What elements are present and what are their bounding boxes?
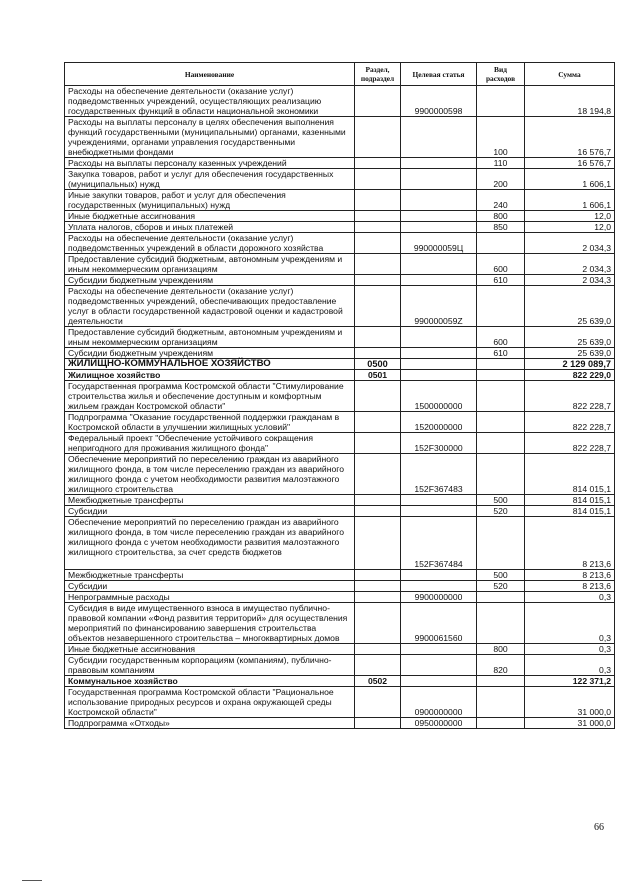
cell-name: Непрограммные расходы — [65, 592, 355, 603]
cell-article — [401, 275, 477, 286]
cell-section — [355, 86, 401, 117]
cell-name: Федеральный проект "Обеспечение устойчивого сокращения непригодного для проживания жилищного фонда" — [65, 433, 355, 454]
header-article: Целевая статья — [401, 63, 477, 86]
cell-expense-type — [477, 454, 525, 495]
table-row — [65, 718, 615, 729]
table-header-row — [65, 63, 615, 86]
table-row — [65, 603, 615, 644]
cell-name: Иные бюджетные ассигнования — [65, 211, 355, 222]
cell-article: 9900000598 — [401, 86, 477, 117]
cell-expense-type: 100 — [477, 117, 525, 158]
cell-article — [401, 370, 477, 381]
cell-article: 990000059Z — [401, 286, 477, 327]
cell-article — [401, 190, 477, 211]
cell-section — [355, 655, 401, 676]
cell-expense-type: 240 — [477, 190, 525, 211]
table-row — [65, 275, 615, 286]
cell-expense-type — [477, 603, 525, 644]
table-body — [65, 86, 615, 729]
cell-sum: 822 228,7 — [525, 381, 615, 412]
cell-sum: 25 639,0 — [525, 348, 615, 359]
cell-article: 152F367484 — [401, 517, 477, 570]
cell-expense-type: 820 — [477, 655, 525, 676]
cell-expense-type: 610 — [477, 348, 525, 359]
cell-name: Обеспечение мероприятий по переселению граждан из аварийного жилищного фонда, в том числе переселению граждан из аварийного жилищного фонда с учетом необходимости развития малоэтажного жилищного строительства, за счет средств бюджетов — [65, 517, 355, 570]
cell-name: Жилищное хозяйство — [65, 370, 355, 381]
cell-expense-type — [477, 592, 525, 603]
table-row — [65, 517, 615, 570]
cell-article — [401, 327, 477, 348]
cell-expense-type — [477, 359, 525, 370]
cell-sum: 814 015,1 — [525, 454, 615, 495]
table-row — [65, 570, 615, 581]
cell-section — [355, 117, 401, 158]
cell-section — [355, 190, 401, 211]
cell-expense-type — [477, 517, 525, 570]
cell-article — [401, 211, 477, 222]
cell-sum: 0,3 — [525, 603, 615, 644]
cell-name: Предоставление субсидий бюджетным, автономным учреждениям и иным некоммерческим организациям — [65, 327, 355, 348]
cell-section — [355, 592, 401, 603]
cell-section — [355, 644, 401, 655]
cell-name: Обеспечение мероприятий по переселению граждан из аварийного жилищного фонда, в том числе переселению граждан из аварийного жилищного фонда с учетом необходимости развития малоэтажного жилищного строительства — [65, 454, 355, 495]
cell-sum: 8 213,6 — [525, 517, 615, 570]
cell-article: 0900000000 — [401, 687, 477, 718]
table-row — [65, 169, 615, 190]
cell-name: Субсидии — [65, 506, 355, 517]
cell-sum: 8 213,6 — [525, 581, 615, 592]
table-row — [65, 222, 615, 233]
cell-expense-type: 600 — [477, 254, 525, 275]
cell-name: Закупка товаров, работ и услуг для обеспечения государственных (муниципальных) нужд — [65, 169, 355, 190]
cell-sum: 8 213,6 — [525, 570, 615, 581]
cell-section — [355, 517, 401, 570]
cell-section — [355, 718, 401, 729]
header-name: Наименование — [65, 63, 355, 86]
cell-article — [401, 222, 477, 233]
cell-sum: 0,3 — [525, 644, 615, 655]
cell-article: 990000059Ц — [401, 233, 477, 254]
cell-expense-type — [477, 433, 525, 454]
page-number: 66 — [594, 822, 604, 833]
table-row — [65, 495, 615, 506]
cell-sum: 31 000,0 — [525, 718, 615, 729]
cell-name: Межбюджетные трансферты — [65, 495, 355, 506]
cell-article: 1500000000 — [401, 381, 477, 412]
cell-sum: 31 000,0 — [525, 687, 615, 718]
cell-sum: 2 034,3 — [525, 275, 615, 286]
cell-sum: 822 228,7 — [525, 433, 615, 454]
cell-expense-type: 500 — [477, 495, 525, 506]
cell-name: Иные бюджетные ассигнования — [65, 644, 355, 655]
cell-expense-type — [477, 86, 525, 117]
cell-sum: 16 576,7 — [525, 117, 615, 158]
cell-name: Расходы на обеспечение деятельности (оказание услуг) подведомственных учреждений, осуществляющих реализацию государственных функций в области национальной экономики — [65, 86, 355, 117]
cell-section: 0500 — [355, 359, 401, 370]
cell-sum: 12,0 — [525, 211, 615, 222]
cell-expense-type: 520 — [477, 506, 525, 517]
cell-name: Иные закупки товаров, работ и услуг для обеспечения государственных (муниципальных) нужд — [65, 190, 355, 211]
cell-name: Расходы на выплаты персоналу в целях обеспечения выполнения функций государственными (муниципальными) органами, казенными учреждениями, органами управления государственными внебюджетными фондами — [65, 117, 355, 158]
cell-name: Субсидии бюджетным учреждениям — [65, 348, 355, 359]
footer-rule — [22, 880, 42, 881]
table-row — [65, 211, 615, 222]
cell-sum: 822 229,0 — [525, 370, 615, 381]
cell-section — [355, 275, 401, 286]
cell-sum: 0,3 — [525, 592, 615, 603]
table-row — [65, 359, 615, 370]
cell-expense-type — [477, 286, 525, 327]
cell-sum: 0,3 — [525, 655, 615, 676]
table-row — [65, 190, 615, 211]
cell-expense-type: 610 — [477, 275, 525, 286]
cell-name: Расходы на выплаты персоналу казенных учреждений — [65, 158, 355, 169]
table-row — [65, 327, 615, 348]
table-row — [65, 676, 615, 687]
cell-name: Государственная программа Костромской области "Стимулирование строительства жилья и обеспечение доступным и комфортным жильем граждан Костромской области" — [65, 381, 355, 412]
cell-article: 9900061560 — [401, 603, 477, 644]
table-row — [65, 348, 615, 359]
cell-section — [355, 454, 401, 495]
cell-section — [355, 603, 401, 644]
table-row — [65, 158, 615, 169]
cell-expense-type — [477, 381, 525, 412]
cell-section — [355, 169, 401, 190]
cell-name: Предоставление субсидий бюджетным, автономным учреждениям и иным некоммерческим организациям — [65, 254, 355, 275]
cell-expense-type — [477, 687, 525, 718]
table-row — [65, 644, 615, 655]
cell-expense-type: 600 — [477, 327, 525, 348]
cell-sum: 814 015,1 — [525, 506, 615, 517]
cell-section — [355, 286, 401, 327]
cell-article — [401, 570, 477, 581]
cell-expense-type: 800 — [477, 211, 525, 222]
cell-section — [355, 687, 401, 718]
cell-section — [355, 233, 401, 254]
cell-expense-type — [477, 676, 525, 687]
cell-sum: 16 576,7 — [525, 158, 615, 169]
cell-expense-type — [477, 233, 525, 254]
cell-name: Межбюджетные трансферты — [65, 570, 355, 581]
cell-section — [355, 348, 401, 359]
cell-name: Подпрограмма "Оказание государственной поддержки гражданам в Костромской области в улучшении жилищных условий" — [65, 412, 355, 433]
cell-name: Уплата налогов, сборов и иных платежей — [65, 222, 355, 233]
cell-sum: 822 228,7 — [525, 412, 615, 433]
cell-expense-type: 200 — [477, 169, 525, 190]
table-row — [65, 117, 615, 158]
cell-expense-type: 800 — [477, 644, 525, 655]
cell-expense-type: 520 — [477, 581, 525, 592]
cell-section — [355, 254, 401, 275]
table-row — [65, 592, 615, 603]
cell-name: Коммунальное хозяйство — [65, 676, 355, 687]
cell-sum: 122 371,2 — [525, 676, 615, 687]
cell-section — [355, 211, 401, 222]
cell-expense-type: 850 — [477, 222, 525, 233]
cell-section — [355, 327, 401, 348]
cell-article — [401, 169, 477, 190]
cell-section: 0501 — [355, 370, 401, 381]
cell-sum: 25 639,0 — [525, 327, 615, 348]
cell-name: Расходы на обеспечение деятельности (оказание услуг) подведомственных учреждений, обеспечивающих предоставление услуг в области государственной кадастровой оценки и кадастровой деятельности — [65, 286, 355, 327]
cell-section — [355, 433, 401, 454]
cell-sum: 814 015,1 — [525, 495, 615, 506]
cell-article — [401, 348, 477, 359]
cell-sum: 25 639,0 — [525, 286, 615, 327]
cell-sum: 2 034,3 — [525, 233, 615, 254]
cell-section — [355, 495, 401, 506]
cell-article: 9900000000 — [401, 592, 477, 603]
cell-article — [401, 254, 477, 275]
table-row — [65, 412, 615, 433]
cell-article — [401, 581, 477, 592]
cell-article: 0950000000 — [401, 718, 477, 729]
table-row — [65, 454, 615, 495]
cell-article — [401, 495, 477, 506]
table-row — [65, 655, 615, 676]
cell-name: ЖИЛИЩНО-КОММУНАЛЬНОЕ ХОЗЯЙСТВО — [65, 359, 355, 370]
cell-article — [401, 158, 477, 169]
cell-section — [355, 581, 401, 592]
cell-sum: 18 194,8 — [525, 86, 615, 117]
table-row — [65, 86, 615, 117]
cell-sum: 1 606,1 — [525, 169, 615, 190]
cell-expense-type: 110 — [477, 158, 525, 169]
cell-article — [401, 644, 477, 655]
cell-sum: 12,0 — [525, 222, 615, 233]
cell-section — [355, 506, 401, 517]
cell-sum: 2 129 089,7 — [525, 359, 615, 370]
cell-article — [401, 676, 477, 687]
table-row — [65, 381, 615, 412]
header-expense-type: Вид расходов — [477, 63, 525, 86]
cell-expense-type — [477, 370, 525, 381]
table-row — [65, 233, 615, 254]
cell-name: Субсидия в виде имущественного взноса в имущество публично-правовой компании «Фонд развития территорий» для осуществления мероприятий по финансированию завершения строительства объектов незавершенного строительства – многоквартирных домов — [65, 603, 355, 644]
cell-expense-type — [477, 412, 525, 433]
cell-article: 152F300000 — [401, 433, 477, 454]
cell-name: Субсидии государственным корпорациям (компаниям), публично-правовым компаниям — [65, 655, 355, 676]
cell-article — [401, 655, 477, 676]
cell-article: 1520000000 — [401, 412, 477, 433]
cell-expense-type: 500 — [477, 570, 525, 581]
table-row — [65, 254, 615, 275]
cell-section — [355, 381, 401, 412]
cell-article: 152F367483 — [401, 454, 477, 495]
cell-name: Субсидии — [65, 581, 355, 592]
cell-sum: 1 606,1 — [525, 190, 615, 211]
table-row — [65, 581, 615, 592]
cell-section — [355, 570, 401, 581]
cell-section — [355, 222, 401, 233]
cell-name: Расходы на обеспечение деятельности (оказание услуг) подведомственных учреждений в области дорожного хозяйства — [65, 233, 355, 254]
budget-table — [64, 62, 615, 729]
cell-sum: 2 034,3 — [525, 254, 615, 275]
cell-expense-type — [477, 718, 525, 729]
table-row — [65, 370, 615, 381]
cell-section — [355, 158, 401, 169]
cell-name: Субсидии бюджетным учреждениям — [65, 275, 355, 286]
cell-section: 0502 — [355, 676, 401, 687]
cell-name: Подпрограмма «Отходы» — [65, 718, 355, 729]
table-row — [65, 506, 615, 517]
table-row — [65, 687, 615, 718]
cell-article — [401, 359, 477, 370]
table-row — [65, 286, 615, 327]
header-section: Раздел, подраздел — [355, 63, 401, 86]
table-row — [65, 433, 615, 454]
header-sum: Сумма — [525, 63, 615, 86]
cell-section — [355, 412, 401, 433]
cell-name: Государственная программа Костромской области "Рациональное использование природных ресурсов и охрана окружающей среды Костромской области" — [65, 687, 355, 718]
cell-article — [401, 506, 477, 517]
cell-article — [401, 117, 477, 158]
budget-table-sheet — [64, 62, 614, 729]
